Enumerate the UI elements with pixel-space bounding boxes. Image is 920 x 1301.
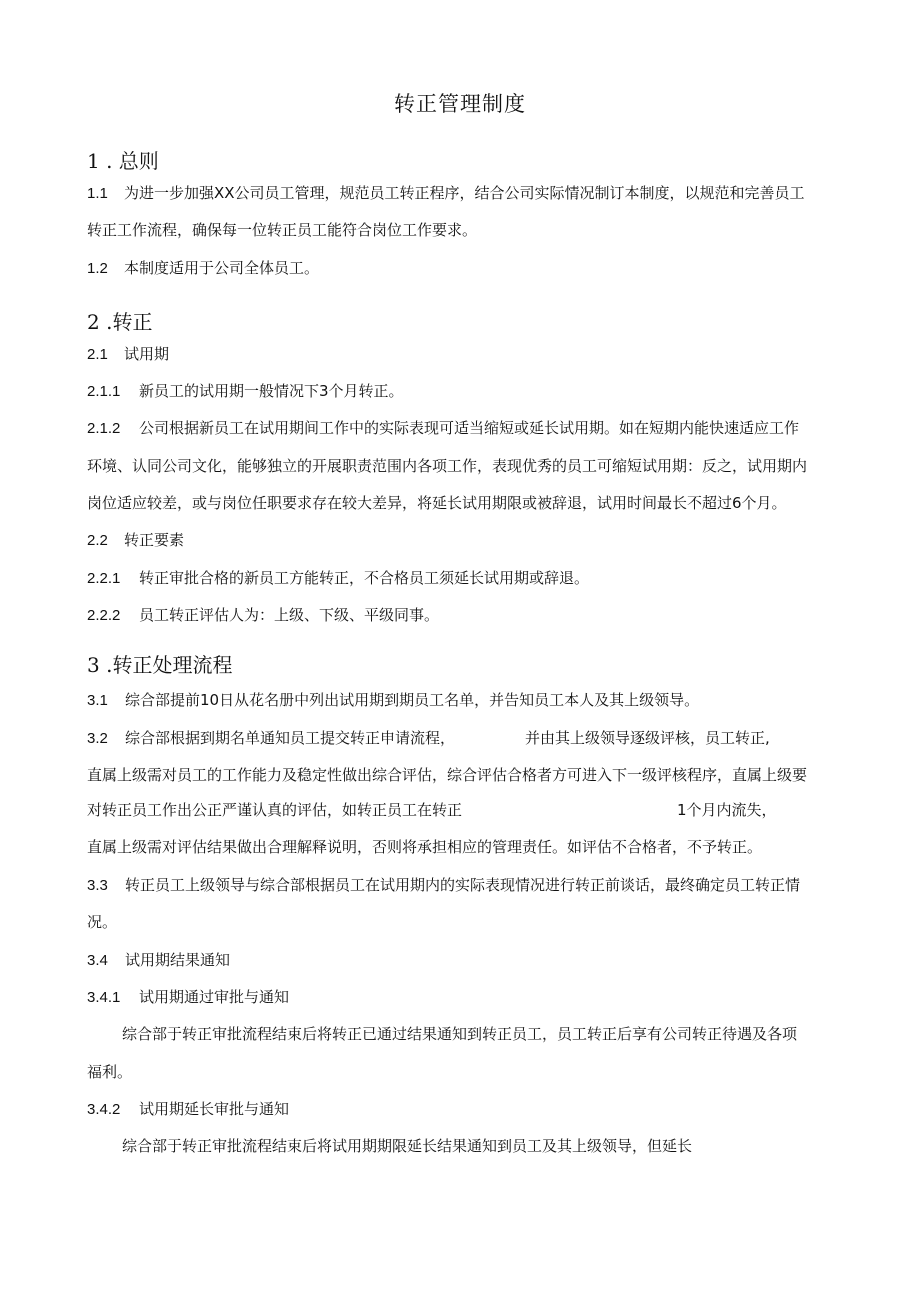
- paragraph-3-4-2: [87, 1099, 289, 1120]
- paragraph-3-4-1-body-line-2: 福利。: [87, 1063, 133, 1081]
- clause-number: 3.4.1: [87, 989, 121, 1006]
- clause-number: 1.1: [87, 185, 108, 202]
- clause-number: 3.2: [87, 730, 108, 747]
- paragraph-3-4-1-body-line-1: 综合部于转正审批流程结束后将转正已通过结果通知到转正员工，员工转正后享有公司转正待遇及各项: [122, 1025, 798, 1043]
- paragraph-2-1-2-line-2: 环境、认同公司文化，能够独立的开展职责范围内各项工作，表现优秀的员工可缩短试用期：反之，试用期内: [87, 457, 808, 475]
- clause-text-part-b: 1个月内流失，: [677, 801, 777, 819]
- paragraph-1-1-line-2: 转正工作流程，确保每一位转正员工能符合岗位工作要求。: [87, 221, 478, 239]
- paragraph-3-3-line-1: [87, 875, 800, 896]
- clause-text: 试用期: [124, 345, 170, 363]
- clause-text: 转正员工上级领导与综合部根据员工在试用期内的实际表现情况进行转正前谈话，最终确定员工转正情: [125, 876, 801, 894]
- paragraph-2-1: [87, 344, 169, 365]
- section-heading-process: 3 .转正处理流程: [87, 653, 233, 677]
- clause-text: 员工转正评估人为：上级、下级、平级同事。: [139, 606, 440, 624]
- paragraph-3-2-line-4: 直属上级需对评估结果做出合理解释说明，否则将承担相应的管理责任。如评估不合格者，不予转正。: [87, 838, 763, 856]
- paragraph-3-4-2-body-line-1: 综合部于转正审批流程结束后将试用期期限延长结果通知到员工及其上级领导，但延长: [122, 1137, 693, 1155]
- clause-text: 试用期延长审批与通知: [139, 1100, 290, 1118]
- clause-number: 2.2.1: [87, 570, 121, 587]
- section-heading-general: 1 . 总则: [87, 149, 159, 173]
- clause-number: 2.2: [87, 532, 108, 549]
- clause-number: 2.2.2: [87, 607, 121, 624]
- clause-text: 为进一步加强XX公司员工管理，规范员工转正程序，结合公司实际情况制订本制度，以规范和完善员工: [124, 184, 805, 202]
- paragraph-2-2: [87, 530, 184, 551]
- paragraph-2-2-2: [87, 605, 439, 626]
- clause-number: 3.3: [87, 877, 108, 894]
- clause-text-part-b: 并由其上级领导逐级评核，员工转正,: [525, 729, 770, 747]
- paragraph-3-2-line-2: 直属上级需对员工的工作能力及稳定性做出综合评估，综合评估合格者方可进入下一级评核程序，直属上级要: [87, 766, 808, 784]
- clause-text: 新员工的试用期一般情况下3个月转正。: [139, 382, 404, 400]
- clause-text: 综合部提前10日从花名册中列出试用期到期员工名单，并告知员工本人及其上级领导。: [125, 691, 700, 709]
- clause-text: 试用期通过审批与通知: [139, 988, 290, 1006]
- clause-text-part-a: 对转正员工作出公正严谨认真的评估，如转正员工在转正: [87, 801, 463, 819]
- paragraph-2-1-2-line-3: 岗位适应较差，或与岗位任职要求存在较大差异，将延长试用期限或被辞退，试用时间最长不超过6个月。: [87, 494, 787, 512]
- paragraph-3-1: [87, 690, 699, 711]
- clause-text: 本制度适用于公司全体员工。: [124, 259, 320, 277]
- paragraph-3-4-1: [87, 987, 289, 1008]
- clause-number: 3.4.2: [87, 1101, 121, 1118]
- clause-number: 3.4: [87, 952, 108, 969]
- clause-number: 2.1.1: [87, 383, 121, 400]
- paragraph-3-4: [87, 950, 230, 971]
- clause-number: 2.1: [87, 346, 108, 363]
- clause-text: 转正要素: [124, 531, 185, 549]
- paragraph-1-2: [87, 258, 319, 279]
- paragraph-3-2-line-3: [87, 800, 777, 820]
- paragraph-2-1-2-line-1: [87, 418, 799, 439]
- clause-text: 公司根据新员工在试用期间工作中的实际表现可适当缩短或延长试用期。如在短期内能快速适应工作: [139, 419, 800, 437]
- clause-number: 2.1.2: [87, 420, 121, 437]
- clause-text: 转正审批合格的新员工方能转正，不合格员工须延长试用期或辞退。: [139, 569, 590, 587]
- paragraph-2-1-1: [87, 381, 404, 402]
- section-heading-regularization: 2 .转正: [87, 310, 153, 334]
- clause-text-part-a: 综合部根据到期名单通知员工提交转正申请流程，: [125, 729, 456, 747]
- paragraph-2-2-1: [87, 568, 589, 589]
- document-title: 转正管理制度: [394, 92, 526, 116]
- clause-number: 3.1: [87, 692, 108, 709]
- clause-text: 试用期结果通知: [125, 951, 231, 969]
- paragraph-3-2-line-1: [87, 728, 770, 749]
- paragraph-1-1-line-1: [87, 183, 805, 204]
- paragraph-3-3-line-2: 况。: [87, 913, 118, 931]
- clause-number: 1.2: [87, 260, 108, 277]
